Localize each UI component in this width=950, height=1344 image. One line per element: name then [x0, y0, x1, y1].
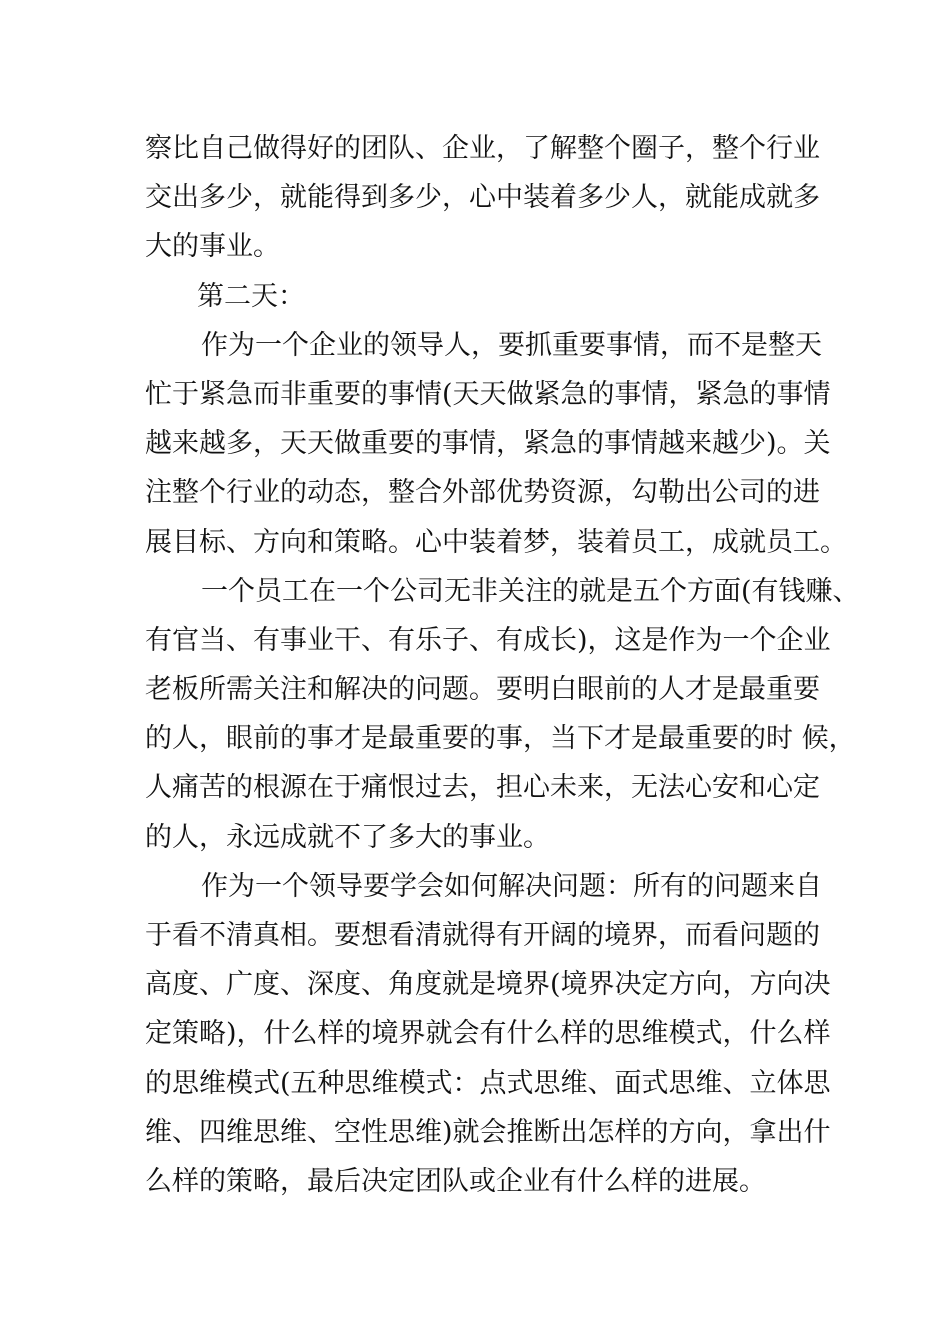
- text-line: 越来越多，天天做重要的事情，紧急的事情越来越少)。关: [145, 428, 831, 460]
- section-heading: 第二天：: [197, 280, 305, 312]
- text-line: 高度、广度、深度、角度就是境界(境界决定方向，方向决: [145, 969, 831, 1001]
- text-line: 老板所需关注和解决的问题。要明白眼前的人才是最重要: [145, 674, 820, 706]
- text-line: 维、四维思维、空性思维)就会推断出怎样的方向，拿出什: [145, 1116, 831, 1148]
- paragraph-first-line: 作为一个领导要学会如何解决问题：所有的问题来自: [201, 870, 822, 902]
- text-line: 大的事业。: [145, 231, 280, 263]
- document-body: [145, 124, 860, 1206]
- text-line: 交出多少，就能得到多少，心中装着多少人，就能成就多: [145, 182, 820, 214]
- paragraph-first-line: 作为一个企业的领导人，要抓重要事情，而不是整天: [201, 329, 822, 361]
- text-line: 的人，永远成就不了多大的事业。: [145, 821, 550, 853]
- text-line: 的人，眼前的事才是最重要的事，当下才是最重要的时 候，: [145, 723, 856, 755]
- text-line: 的思维模式(五种思维模式：点式思维、面式思维、立体思: [145, 1067, 831, 1099]
- text-line: 忙于紧急而非重要的事情(天天做紧急的事情，紧急的事情: [145, 378, 831, 410]
- text-line: 定策略)，什么样的境界就会有什么样的思维模式，什么样: [145, 1018, 831, 1050]
- text-line: 察比自己做得好的团队、企业，了解整个圈子，整个行业: [145, 133, 820, 164]
- text-line: 于看不清真相。要想看清就得有开阔的境界，而看问题的: [145, 920, 820, 951]
- text-line: 有官当、有事业干、有乐子、有成长)，这是作为一个企业: [145, 624, 831, 656]
- text-line: 么样的策略，最后决定团队或企业有什么样的进展。: [145, 1165, 766, 1197]
- text-line: 展目标、方向和策略。心中装着梦，装着员工，成就员工。: [145, 526, 847, 558]
- text-line: 注整个行业的动态，整合外部优势资源，勾勒出公司的进: [145, 477, 820, 509]
- paragraph-first-line: 一个员工在一个公司无非关注的就是五个方面(有钱赚、: [201, 575, 860, 607]
- text-line: 人痛苦的根源在于痛恨过去，担心未来，无法心安和心定: [145, 772, 820, 804]
